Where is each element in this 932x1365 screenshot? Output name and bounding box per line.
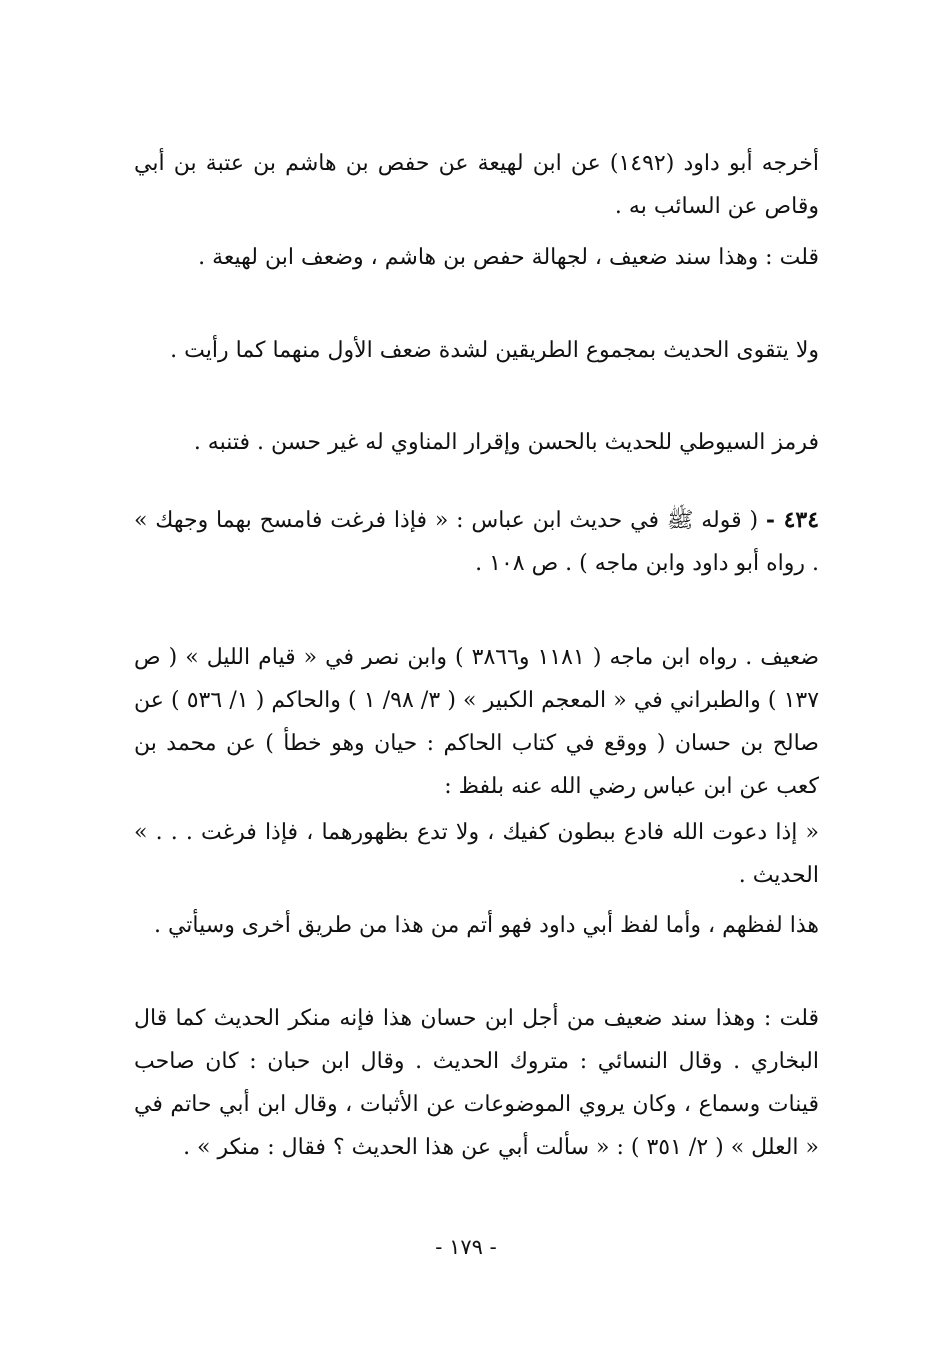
paragraph-takhrij: أخرجه أبو داود (١٤٩٢) عن ابن لهيعة عن حفص بن هاشم بن عتبة بن أبي وقاص عن السائب به . [134, 151, 819, 219]
paragraph-suyuti-note: فرمز السيوطي للحديث بالحسن وإقرار المناوي له غير حسن . فتنبه . [193, 430, 819, 455]
paragraph-no-strengthening: ولا يتقوى الحديث بمجموع الطريقين لشدة ضعف الأول منهما كما رأيت . [170, 338, 819, 363]
paragraph-hadith-434 [134, 499, 819, 585]
paragraph-hadith-quote: « إذا دعوت الله فادع ببطون كفيك ، ولا تدع بظهورهما ، فإذا فرغت . . . » الحديث . [134, 820, 819, 888]
paragraph-abu-dawud-wording: هذا لفظهم ، وأما لفظ أبي داود فهو أتم من هذا من طريق أخرى وسيأتي . [153, 913, 819, 938]
paragraph-daif-ruling: ضعيف . رواه ابن ماجه ( ١١٨١ و٣٨٦٦ ) وابن نصر في « قيام الليل » ( ص ١٣٧ ) والطبراني في « المعجم الكبير » ( ٣/ ٩٨/ ١ ) والحاكم ( ١/ ٥٣٦ ) عن صالح بن حسان ( ووقع في كتاب الحاكم : حيان وهو خطأ ) عن محمد بن كعب عن ابن عباس رضي الله عنه بلفظ : [134, 645, 820, 799]
hadith-text: ( قوله ﷺ في حديث ابن عباس : « فإذا فرغت فامسح بهما وجهك » . رواه أبو داود وابن ماجه ) . ص ١٠٨ . [134, 508, 819, 576]
paragraph-sanad-weak: قلت : وهذا سند ضعيف ، لجهالة حفص بن هاشم ، وضعف ابن لهيعة . [198, 245, 819, 270]
page-number: - ١٧٩ - [435, 1235, 497, 1259]
paragraph-narrator-critique: قلت : وهذا سند ضعيف من أجل ابن حسان هذا فإنه منكر الحديث كما قال البخاري . وقال النسائي : متروك الحديث . وقال ابن حبان : كان صاحب قينات وسماع ، وكان يروي الموضوعات عن الأثبات ، وقال ابن أبي حاتم في « العلل » ( ٢/ ٣٥١ ) : « سألت أبي عن هذا الحديث ؟ فقال : منكر » . [134, 1006, 819, 1160]
hadith-number: ٤٣٤ - [765, 507, 820, 533]
